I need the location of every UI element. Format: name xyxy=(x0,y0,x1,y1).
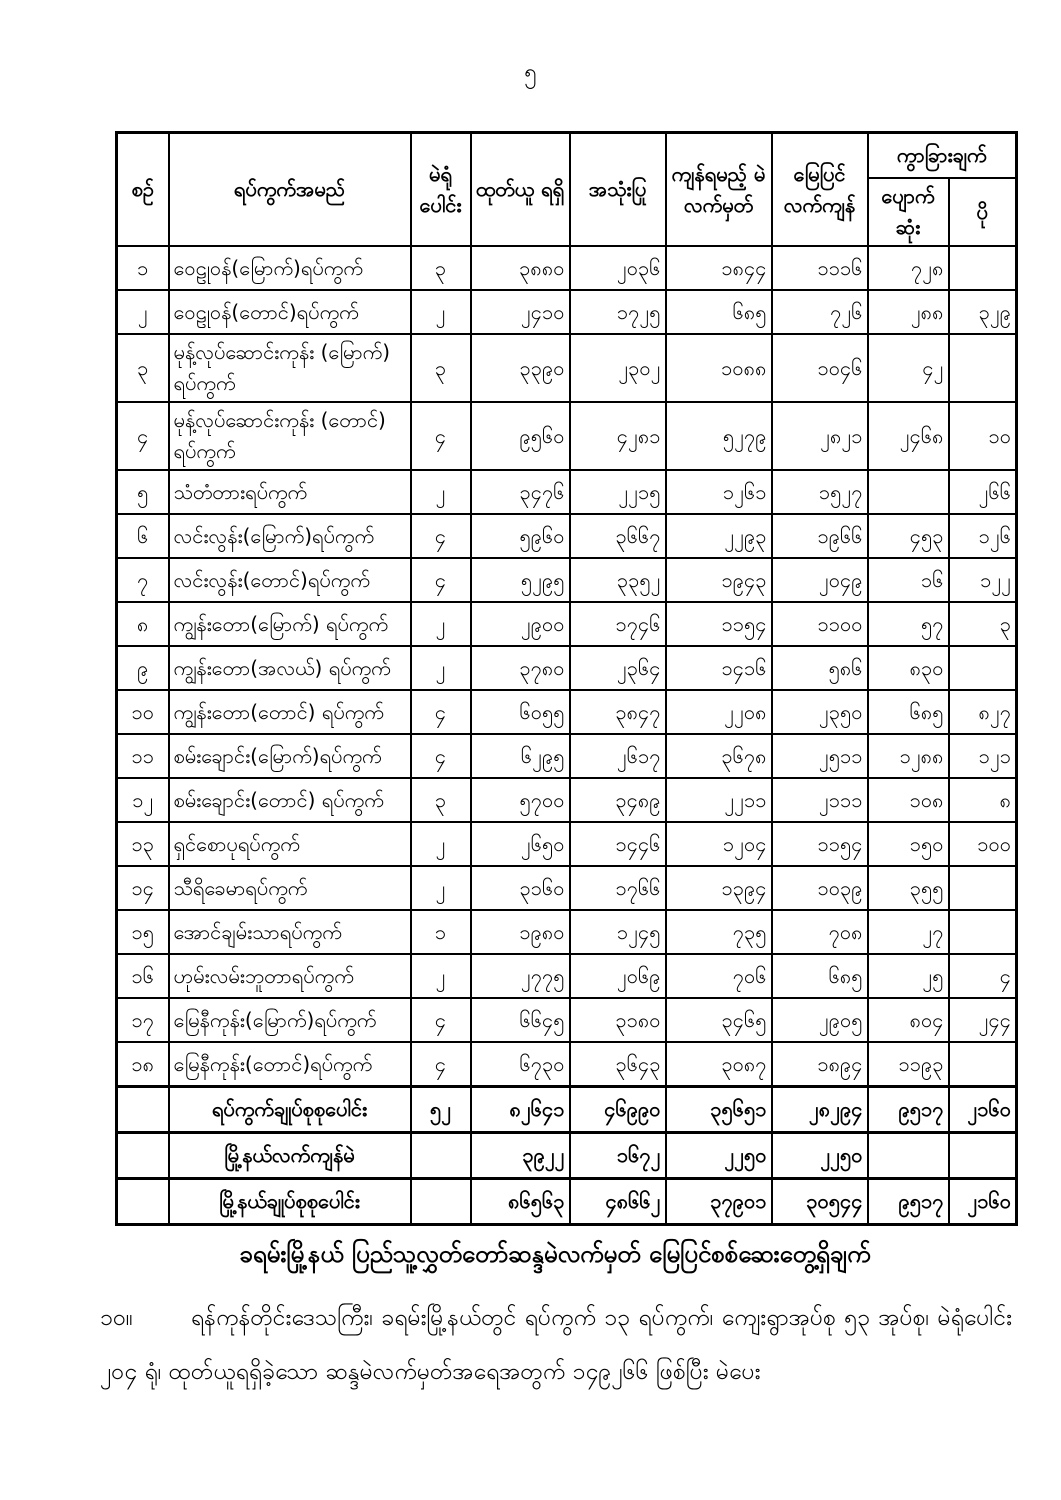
cell-name: လင်းလွန်း(တောင်)ရပ်ကွက် xyxy=(169,558,411,602)
cell-remaining: ၂၂၀၈ xyxy=(666,690,772,734)
cell-name: ကျွန်းတော(တောင်) ရပ်ကွက် xyxy=(169,690,411,734)
cell-no: ၁၁ xyxy=(117,734,169,778)
cell-extra xyxy=(949,866,1017,910)
cell-name: အောင်ချမ်းသာရပ်ကွက် xyxy=(169,910,411,954)
cell-remaining: ၆၈၅ xyxy=(666,290,772,334)
cell-ground: ၅၈၆ xyxy=(772,646,868,690)
summary-row xyxy=(117,1178,1017,1224)
summary-cell-remaining: ၃၅၆၅၁ xyxy=(666,1086,772,1132)
cell-ground: ၆၈၅ xyxy=(772,954,868,998)
summary-cell-extra: ၂၁၆၀ xyxy=(949,1178,1017,1224)
cell-stations: ၂ xyxy=(411,822,471,866)
cell-no-empty xyxy=(117,1132,169,1178)
cell-received: ၉၅၆၀ xyxy=(471,402,570,470)
cell-used: ၃၃၅၂ xyxy=(570,558,666,602)
summary-cell-lost: ၉၅၁၇ xyxy=(868,1086,949,1132)
cell-received: ၃၁၆၀ xyxy=(471,866,570,910)
cell-used: ၃၆၄၃ xyxy=(570,1042,666,1086)
cell-received: ၂၇၇၅ xyxy=(471,954,570,998)
cell-name: ရှင်စောပုရပ်ကွက် xyxy=(169,822,411,866)
cell-used: ၃၄၈၉ xyxy=(570,778,666,822)
table-row xyxy=(117,822,1017,866)
summary-cell-stations xyxy=(411,1178,471,1224)
cell-ground: ၂၅၁၁ xyxy=(772,734,868,778)
cell-stations: ၁ xyxy=(411,910,471,954)
cell-no: ၃ xyxy=(117,334,169,402)
table-row xyxy=(117,646,1017,690)
cell-ground: ၂၁၁၁ xyxy=(772,778,868,822)
table-row xyxy=(117,910,1017,954)
cell-extra xyxy=(949,646,1017,690)
table-row xyxy=(117,290,1017,334)
cell-received: ၆၆၄၅ xyxy=(471,998,570,1042)
cell-no-empty xyxy=(117,1086,169,1132)
cell-ground: ၂၃၅၀ xyxy=(772,690,868,734)
cell-received: ၆၂၉၅ xyxy=(471,734,570,778)
summary-cell-received: ၈၆၅၆၃ xyxy=(471,1178,570,1224)
cell-stations: ၂ xyxy=(411,470,471,514)
cell-no: ၁၀ xyxy=(117,690,169,734)
cell-extra xyxy=(949,910,1017,954)
cell-no: ၉ xyxy=(117,646,169,690)
cell-no: ၅ xyxy=(117,470,169,514)
table-row xyxy=(117,954,1017,998)
cell-lost: ၄၅၃ xyxy=(868,514,949,558)
cell-received: ၆၇၃၀ xyxy=(471,1042,570,1086)
cell-used: ၁၂၄၅ xyxy=(570,910,666,954)
cell-extra xyxy=(949,334,1017,402)
summary-row xyxy=(117,1132,1017,1178)
cell-extra: ၁၀ xyxy=(949,402,1017,470)
cell-lost: ၃၅၅ xyxy=(868,866,949,910)
cell-no: ၁ xyxy=(117,246,169,290)
section-heading: ခရမ်းမြို့နယ် ပြည်သူ့လွှတ်တော်ဆန္ဒမဲလက်မှတ် မြေပြင်စစ်ဆေးတွေ့ရှိချက် xyxy=(239,1239,871,1268)
cell-received: ၅၂၉၅ xyxy=(471,558,570,602)
cell-name: မြေနီကုန်း(တောင်)ရပ်ကွက် xyxy=(169,1042,411,1086)
cell-remaining: ၁၄၁၆ xyxy=(666,646,772,690)
cell-name: စမ်းချောင်း(တောင်) ရပ်ကွက် xyxy=(169,778,411,822)
cell-extra: ၄ xyxy=(949,954,1017,998)
cell-name: သံတံတားရပ်ကွက် xyxy=(169,470,411,514)
cell-received: ၂၉၀၀ xyxy=(471,602,570,646)
cell-used: ၂၃၀၂ xyxy=(570,334,666,402)
cell-extra xyxy=(949,1042,1017,1086)
cell-received: ၅၇၀၀ xyxy=(471,778,570,822)
cell-ground: ၁၁၁၆ xyxy=(772,246,868,290)
summary-cell-stations: ၅၂ xyxy=(411,1086,471,1132)
cell-lost: ၂၇ xyxy=(868,910,949,954)
cell-remaining: ၁၁၅၄ xyxy=(666,602,772,646)
cell-name: မုန့်လုပ်ဆောင်းကုန်း (မြောက်) ရပ်ကွက် xyxy=(169,334,411,402)
cell-stations: ၂ xyxy=(411,954,471,998)
cell-ground: ၁၈၉၄ xyxy=(772,1042,868,1086)
cell-extra: ၂၆၆ xyxy=(949,470,1017,514)
cell-used: ၃၆၆၇ xyxy=(570,514,666,558)
summary-cell-extra xyxy=(949,1132,1017,1178)
cell-ground: ၇၂၆ xyxy=(772,290,868,334)
header-row-1 xyxy=(117,132,1017,178)
summary-cell-ground: ၃၀၅၄၄ xyxy=(772,1178,868,1224)
cell-extra: ၁၀၀ xyxy=(949,822,1017,866)
cell-stations: ၂ xyxy=(411,646,471,690)
table-row xyxy=(117,998,1017,1042)
cell-remaining: ၃၀၈၇ xyxy=(666,1042,772,1086)
body-paragraph xyxy=(100,1291,1012,1399)
cell-no-empty xyxy=(117,1178,169,1224)
cell-no: ၁၂ xyxy=(117,778,169,822)
cell-remaining: ၁၀၈၈ xyxy=(666,334,772,402)
header-used: အသုံးပြု xyxy=(570,132,666,246)
cell-stations: ၄ xyxy=(411,402,471,470)
table-row xyxy=(117,514,1017,558)
table-row xyxy=(117,470,1017,514)
cell-lost: ၁၂၈၈ xyxy=(868,734,949,778)
cell-used: ၂၃၆၄ xyxy=(570,646,666,690)
page-number: ၅ xyxy=(524,60,537,85)
cell-stations: ၂ xyxy=(411,290,471,334)
table-row xyxy=(117,402,1017,470)
cell-remaining: ၇၀၆ xyxy=(666,954,772,998)
cell-extra: ၁၂၁ xyxy=(949,734,1017,778)
header-remaining-expected: ကျန်ရမည့် မဲလက်မှတ် xyxy=(666,132,772,246)
cell-used: ၂၀၆၉ xyxy=(570,954,666,998)
cell-lost: ၇၂၈ xyxy=(868,246,949,290)
cell-extra: ၂၄၄ xyxy=(949,998,1017,1042)
cell-received: ၃၇၈၀ xyxy=(471,646,570,690)
cell-lost: ၄၂ xyxy=(868,334,949,402)
cell-no: ၂ xyxy=(117,290,169,334)
cell-remaining: ၁၉၄၃ xyxy=(666,558,772,602)
cell-extra: ၃ xyxy=(949,602,1017,646)
cell-stations: ၃ xyxy=(411,246,471,290)
cell-no: ၁၅ xyxy=(117,910,169,954)
cell-received: ၂၆၅၀ xyxy=(471,822,570,866)
summary-label: ရပ်ကွက်ချုပ်စုစုပေါင်း xyxy=(169,1086,411,1132)
cell-stations: ၄ xyxy=(411,514,471,558)
cell-extra: ၈၂၇ xyxy=(949,690,1017,734)
summary-label: မြို့နယ်ချုပ်စုစုပေါင်း xyxy=(169,1178,411,1224)
summary-cell-stations xyxy=(411,1132,471,1178)
cell-stations: ၄ xyxy=(411,690,471,734)
summary-row xyxy=(117,1086,1017,1132)
table-row xyxy=(117,602,1017,646)
cell-remaining: ၁၈၄၄ xyxy=(666,246,772,290)
header-no: စဉ် xyxy=(117,132,169,246)
cell-name: စမ်းချောင်း(မြောက်)ရပ်ကွက် xyxy=(169,734,411,778)
cell-received: ၁၉၈၀ xyxy=(471,910,570,954)
cell-remaining: ၁၃၉၄ xyxy=(666,866,772,910)
cell-name: မြေနီကုန်း(မြောက်)ရပ်ကွက် xyxy=(169,998,411,1042)
summary-cell-used: ၄၈၆၆၂ xyxy=(570,1178,666,1224)
cell-lost: ၁၀၈ xyxy=(868,778,949,822)
cell-lost: ၁၅၀ xyxy=(868,822,949,866)
summary-cell-used: ၁၆၇၂ xyxy=(570,1132,666,1178)
cell-received: ၃၃၉၀ xyxy=(471,334,570,402)
paragraph-text: ရန်ကုန်တိုင်းဒေသကြီး၊ ခရမ်းမြို့နယ်တွင် ရပ်ကွက် ၁၃ ရပ်ကွက်၊ ကျေးရွာအုပ်စု ၅၃ အုပ်စု၊ မဲရုံပေါင်း ၂၀၄ ရုံ၊ ထုတ်ယူရရှိခဲ့သော ဆန္ဒမဲလက်မှတ်အရေအတွက် ၁၄၉၂၆၆ ဖြစ်ပြီး မဲပေး xyxy=(100,1304,1012,1385)
cell-used: ၂၆၁၇ xyxy=(570,734,666,778)
cell-lost: ၅၇ xyxy=(868,602,949,646)
cell-name: ကျွန်းတော(အလယ်) ရပ်ကွက် xyxy=(169,646,411,690)
cell-received: ၃၈၈၀ xyxy=(471,246,570,290)
summary-cell-used: ၄၆၉၉၀ xyxy=(570,1086,666,1132)
cell-remaining: ၇၃၅ xyxy=(666,910,772,954)
summary-cell-extra: ၂၁၆၀ xyxy=(949,1086,1017,1132)
cell-no: ၁၇ xyxy=(117,998,169,1042)
cell-name: သီရိခေမာရပ်ကွက် xyxy=(169,866,411,910)
cell-lost: ၁၆ xyxy=(868,558,949,602)
table-header xyxy=(117,132,1017,246)
cell-remaining: ၂၂၉၃ xyxy=(666,514,772,558)
summary-cell-lost xyxy=(868,1132,949,1178)
cell-ground: ၁၉၆၆ xyxy=(772,514,868,558)
cell-received: ၆၀၅၅ xyxy=(471,690,570,734)
header-lost: ပျောက် ဆုံး xyxy=(868,178,949,246)
summary-cell-ground: ၂၂၅၀ xyxy=(772,1132,868,1178)
summary-cell-received: ၈၂၆၄၁ xyxy=(471,1086,570,1132)
cell-ground: ၁၁၅၄ xyxy=(772,822,868,866)
cell-stations: ၂ xyxy=(411,602,471,646)
cell-no: ၆ xyxy=(117,514,169,558)
header-ward-name: ရပ်ကွက်အမည် xyxy=(169,132,411,246)
ballot-reconciliation-table xyxy=(115,131,1018,1226)
cell-ground: ၂၈၂၁ xyxy=(772,402,868,470)
cell-ground: ၂၀၄၉ xyxy=(772,558,868,602)
cell-stations: ၄ xyxy=(411,1042,471,1086)
summary-cell-received: ၃၉၂၂ xyxy=(471,1132,570,1178)
cell-used: ၄၂၈၁ xyxy=(570,402,666,470)
header-ground-balance: မြေပြင် လက်ကျန် xyxy=(772,132,868,246)
cell-no: ၈ xyxy=(117,602,169,646)
cell-name: ကျွန်းတော(မြောက်) ရပ်ကွက် xyxy=(169,602,411,646)
cell-used: ၁၇၆၆ xyxy=(570,866,666,910)
cell-name: ဝေဠုဝန်(တောင်)ရပ်ကွက် xyxy=(169,290,411,334)
cell-ground: ၇၀၈ xyxy=(772,910,868,954)
cell-lost: ၈၃၀ xyxy=(868,646,949,690)
cell-used: ၃၈၄၇ xyxy=(570,690,666,734)
cell-no: ၄ xyxy=(117,402,169,470)
table-row xyxy=(117,246,1017,290)
cell-extra: ၃၂၉ xyxy=(949,290,1017,334)
cell-no: ၁၈ xyxy=(117,1042,169,1086)
cell-received: ၃၄၇၆ xyxy=(471,470,570,514)
table-body xyxy=(117,246,1017,1224)
cell-ground: ၁၅၂၇ xyxy=(772,470,868,514)
cell-lost: ၈၀၄ xyxy=(868,998,949,1042)
header-difference: ကွာခြားချက် xyxy=(868,132,1017,178)
cell-remaining: ၃၄၆၅ xyxy=(666,998,772,1042)
cell-lost: ၂၄၆၈ xyxy=(868,402,949,470)
cell-lost: ၂၅ xyxy=(868,954,949,998)
cell-received: ၅၉၆၀ xyxy=(471,514,570,558)
cell-extra: ၈ xyxy=(949,778,1017,822)
header-polling-stations: မဲရုံ ပေါင်း xyxy=(411,132,471,246)
summary-cell-lost: ၉၅၁၇ xyxy=(868,1178,949,1224)
cell-name: ဝေဠုဝန်(မြောက်)ရပ်ကွက် xyxy=(169,246,411,290)
cell-no: ၁၆ xyxy=(117,954,169,998)
cell-stations: ၄ xyxy=(411,998,471,1042)
cell-no: ၁၃ xyxy=(117,822,169,866)
cell-stations: ၃ xyxy=(411,334,471,402)
header-received: ထုတ်ယူ ရရှိ xyxy=(471,132,570,246)
cell-used: ၁၄၄၆ xyxy=(570,822,666,866)
cell-remaining: ၁၂၀၄ xyxy=(666,822,772,866)
cell-no: ၇ xyxy=(117,558,169,602)
cell-ground: ၁၀၃၉ xyxy=(772,866,868,910)
cell-stations: ၂ xyxy=(411,866,471,910)
cell-lost: ၆၈၅ xyxy=(868,690,949,734)
cell-remaining: ၅၂၇၉ xyxy=(666,402,772,470)
table-row xyxy=(117,558,1017,602)
cell-remaining: ၂၂၁၁ xyxy=(666,778,772,822)
cell-stations: ၃ xyxy=(411,778,471,822)
cell-used: ၁၇၄၆ xyxy=(570,602,666,646)
summary-cell-ground: ၂၈၂၉၄ xyxy=(772,1086,868,1132)
cell-no: ၁၄ xyxy=(117,866,169,910)
summary-cell-remaining: ၃၇၉၀၁ xyxy=(666,1178,772,1224)
cell-name: ဟုမ်းလမ်းဘူတာရပ်ကွက် xyxy=(169,954,411,998)
cell-extra: ၁၂၆ xyxy=(949,514,1017,558)
cell-received: ၂၄၁၀ xyxy=(471,290,570,334)
cell-extra: ၁၂၂ xyxy=(949,558,1017,602)
paragraph-number: ၁၀။ xyxy=(100,1304,133,1331)
cell-ground: ၁၁၀၀ xyxy=(772,602,868,646)
cell-stations: ၄ xyxy=(411,558,471,602)
table-row xyxy=(117,778,1017,822)
cell-used: ၂၂၁၅ xyxy=(570,470,666,514)
cell-extra xyxy=(949,246,1017,290)
cell-used: ၂၀၃၆ xyxy=(570,246,666,290)
cell-used: ၃၁၈၀ xyxy=(570,998,666,1042)
cell-ground: ၁၀၄၆ xyxy=(772,334,868,402)
cell-stations: ၄ xyxy=(411,734,471,778)
summary-label: မြို့နယ်လက်ကျန်မဲ xyxy=(169,1132,411,1178)
cell-name: လင်းလွန်း(မြောက်)ရပ်ကွက် xyxy=(169,514,411,558)
summary-cell-remaining: ၂၂၅၀ xyxy=(666,1132,772,1178)
cell-ground: ၂၉၀၅ xyxy=(772,998,868,1042)
cell-remaining: ၁၂၆၁ xyxy=(666,470,772,514)
table-row xyxy=(117,734,1017,778)
table-row xyxy=(117,866,1017,910)
table-row xyxy=(117,690,1017,734)
cell-lost xyxy=(868,470,949,514)
cell-lost: ၁၁၉၃ xyxy=(868,1042,949,1086)
cell-lost: ၂၈၈ xyxy=(868,290,949,334)
header-extra: ပို xyxy=(949,178,1017,246)
cell-used: ၁၇၂၅ xyxy=(570,290,666,334)
table-row xyxy=(117,1042,1017,1086)
table-row xyxy=(117,334,1017,402)
cell-remaining: ၃၆၇၈ xyxy=(666,734,772,778)
cell-name: မုန့်လုပ်ဆောင်းကုန်း (တောင်) ရပ်ကွက် xyxy=(169,402,411,470)
